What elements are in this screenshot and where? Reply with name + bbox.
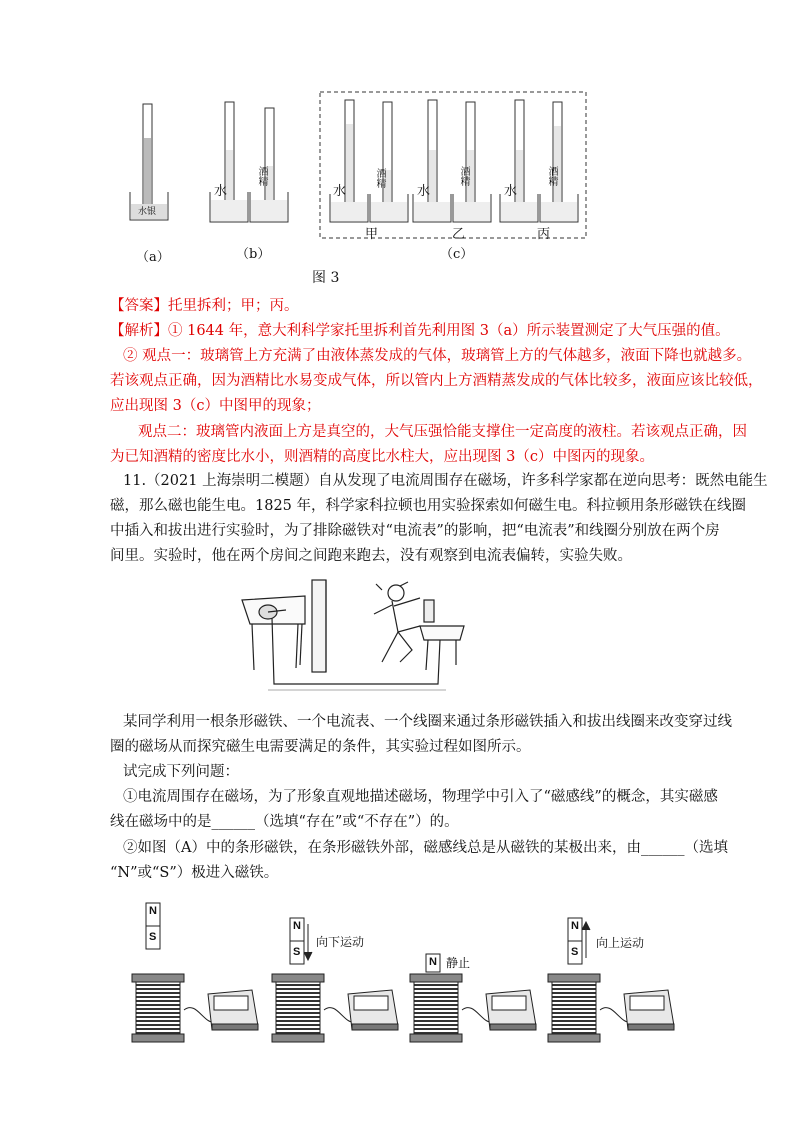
analysis-line-4: 应出现图 3（c）中图甲的现象；: [110, 398, 321, 414]
panel-label-a: （a）: [136, 250, 170, 265]
q11-para2-line-1: 某同学利用一根条形磁铁、一个电流表、一个线圈来通过条形磁铁插入和拔出线圈来改变穿过线: [123, 714, 732, 730]
answer-tag: 【答案】: [110, 298, 168, 314]
label-mercury: 水银: [138, 207, 157, 217]
answer-text: 托里拆利；甲；丙。: [168, 298, 299, 314]
label-water-bing: 水: [504, 184, 518, 199]
setup-a: [132, 903, 258, 1042]
figure-3-caption: 图 3: [312, 270, 340, 286]
magnet-d-n: N: [571, 920, 579, 932]
group-label-yi: 乙: [452, 227, 466, 242]
analysis-line-6: 为已知酒精的密度比水小，则酒精的高度比水柱大，应出现图 3（c）中图丙的现象。: [110, 449, 654, 465]
group-label-bing: 丙: [537, 227, 551, 242]
q11-sub1-line-2: 线在磁场中的是______（选填“存在”或“不存在”）的。: [110, 814, 459, 830]
analysis-line-5: 观点二：玻璃管内液面上方是真空的，大气压强恰能支撑住一定高度的液柱。若该观点正确，因: [138, 424, 747, 440]
label-moving-up: 向上运动: [596, 936, 645, 950]
panel-label-b: （b）: [236, 247, 271, 262]
q11-line-3: 中插入和拔出进行实验时，为了排除磁铁对“电流表”的影响，把“电流表”和线圈分别放在两个房: [110, 523, 720, 539]
analysis-text-1: ① 1644 年，意大利科学家托里拆利首先利用图 3（a）所示装置测定了大气压强的值。: [168, 323, 730, 339]
label-alcohol-jia: 酒精: [374, 168, 385, 188]
q11-line-4: 间里。实验时，他在两个房间之间跑来跑去，没有观察到电流表偏转，实验失败。: [110, 548, 632, 564]
label-alcohol-yi: 酒精: [458, 166, 469, 186]
q11-prompt: 试完成下列问题：: [123, 764, 239, 780]
magnet-a-s: S: [149, 931, 157, 943]
q11-sub1-line-1: ①电流周围存在磁场，为了形象直观地描述磁场，物理学中引入了“磁感线”的概念，其实磁感: [123, 789, 718, 805]
panel-label-c: （c）: [440, 247, 474, 262]
magnet-a-n: N: [149, 905, 157, 917]
q11-sub2-line-1: ②如图（A）中的条形磁铁，在条形磁铁外部，磁感线总是从磁铁的某极出来，由______（选填: [123, 840, 728, 856]
analysis-line-2: ② 观点一：玻璃管上方充满了由液体蒸发成的气体，玻璃管上方的气体越多，液面下降也就越多。: [123, 348, 752, 364]
magnet-b-n: N: [293, 920, 301, 932]
analysis-tag: 【解析】: [110, 323, 168, 339]
group-label-jia: 甲: [365, 227, 379, 242]
label-moving-down: 向下运动: [316, 935, 365, 949]
label-alcohol-bing: 酒精: [546, 166, 557, 186]
q11-para2-line-2: 圈的磁场从而探究磁生电需要满足的条件，其实验过程如图所示。: [110, 739, 531, 755]
q11-line-2: 磁，那么磁也能生电。1825 年，科学家科拉顿也用实验探索如何磁生电。科拉顿用条形磁铁在线圈: [110, 498, 747, 514]
magnet-b-s: S: [293, 946, 301, 958]
label-stationary: 静止: [446, 956, 471, 970]
label-water-b: 水: [214, 184, 228, 199]
magnet-c-n: N: [429, 956, 437, 968]
magnet-d-s: S: [571, 946, 579, 958]
q11-line-1: 11.（2021 上海崇明二模题）自从发现了电流周围存在磁场，许多科学家都在逆向思考：既然电能生: [123, 473, 768, 489]
label-alcohol-b: 酒精: [256, 166, 267, 186]
label-water-yi: 水: [417, 184, 431, 199]
q11-sub2-line-2: “N”或“S”）极进入磁铁。: [110, 865, 279, 881]
label-water-jia: 水: [333, 184, 347, 199]
analysis-line-3: 若该观点正确，因为酒精比水易变成气体，所以管内上方酒精蒸发成的气体比较多，液面应该比较低，: [110, 373, 763, 389]
